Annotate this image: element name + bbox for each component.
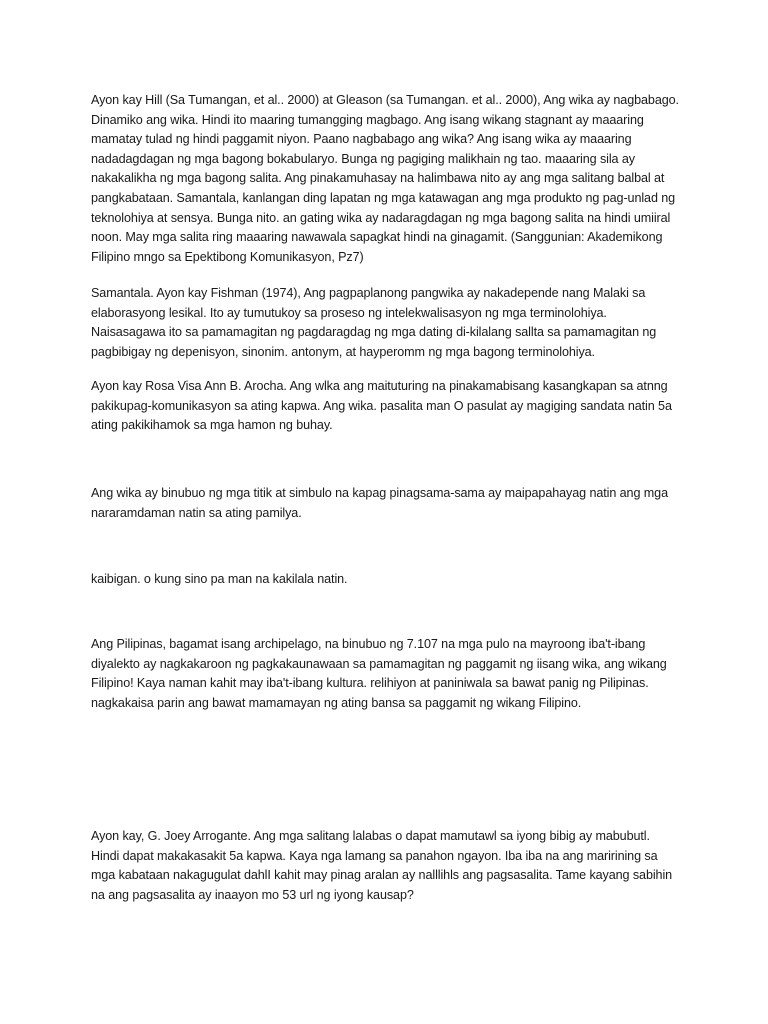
text-line: Ayon kay, G. Joey Arrogante. Ang mga salitang lalabas o dapat mamutawl sa iyong bibig ay mabubutl. — [91, 829, 650, 843]
text-line: Filipino! Kaya naman kahit may iba't-ibang kultura. relihiyon at paniniwala sa bawat panig ng Pilipinas. — [91, 676, 649, 691]
text-line: mga kabataan nakagugulat dahlI kahit may pinag aralan ay nalllihls ang pagsasalita. Tame kayang sabihin — [91, 868, 673, 883]
text-line: Ang wika ay binubuo ng mga titik at simbulo na kapag pinagsama-sama ay maipapahayag natin ang mga — [91, 486, 668, 500]
text-line: nadadagdagan ng mga bagong bokabularyo. Bunga ng pagiging malikhain ng tao. maaaring sila ay — [91, 151, 635, 166]
paragraph-arocha — [91, 377, 691, 436]
text-line: nakakalikha ng mga bagong salita. Ang pinakamuhasay na halimbawa nito ay ang mga salitang balbal at — [91, 171, 665, 186]
text-line: pangkabataan. Samantala, kanlangan ding lapatan ng mga katawagan ang mga produkto ng pag-unlad ng — [91, 190, 676, 205]
text-line: na ang pagsasalita ay inaayon mo 53 url ng iyong kausap? — [91, 887, 414, 902]
text-line: Ayon kay Rosa Visa Ann B. Arocha. Ang wlka ang maituturing na pinakamabisang kasangkapan sa atnng — [91, 379, 668, 393]
text-line: Naisasagawa ito sa pamamagitan ng pagdaragdag ng mga dating di-kilalang sallta sa pamamagitan ng — [91, 325, 657, 340]
text-line: elaborasyong lesikal. Ito ay tumutukoy sa proseso ng intelekwalisasyon ng mga terminolohiya. — [91, 305, 607, 320]
paragraph-hill-gleason — [91, 91, 691, 267]
text-line: Ayon kay Hill (Sa Tumangan, et al.. 2000) at Gleason (sa Tumangan. et al.. 2000), Ang wika ay nagbabago. — [91, 93, 679, 107]
paragraph-arrogante — [91, 827, 691, 905]
text-line: Hindi dapat makakasakit 5a kapwa. Kaya nga lamang sa panahon ngayon. Iba iba na ang maririning sa — [91, 848, 658, 863]
text-line: Ang Pilipinas, bagamat isang archipelago, na binubuo ng 7.107 na mga pulo na mayroong iba't-ibang — [91, 637, 646, 651]
text-line: nagkakaisa parin ang bawat mamamayan ng ating bansa sa paggamit ng wikang Filipino. — [91, 695, 582, 710]
text-line: Samantala. Ayon kay Fishman (1974), Ang pagpaplanong pangwika ay nakadepende nang Malaki sa — [91, 286, 646, 300]
text-line: pagbibigay ng depenisyon, sinonim. antonym, at hayperomm ng mga bagong terminolohiya. — [91, 344, 595, 359]
text-line: Dinamiko ang wika. Hindi ito maaring tumangging magbago. Ang isang wikang stagnant ay maaaring — [91, 112, 644, 127]
text-line: mamatay tulad ng hindi paggamit niyon. Paano nagbabago ang wika? Ang isang wika ay maaaring — [91, 132, 632, 147]
text-line: noon. May mga salita ring maaaring nawawala sapagkat hindi na ginagamit. (Sanggunian: Akademikong — [91, 230, 663, 245]
text-line: diyalekto ay nagkakaroon ng pagkakaunawaan sa pamamagitan ng paggamit ng iisang wika, ang wikang — [91, 656, 667, 671]
paragraph-fishman — [91, 284, 691, 362]
text-line: Filipino mngo sa Epektibong Komunikasyon, Pz7) — [91, 249, 364, 264]
paragraph-binubuo — [91, 484, 691, 523]
paragraph-kaibigan — [91, 570, 691, 590]
text-line: pakikupag-komunikasyon sa ating kapwa. Ang wika. pasalita man O pasulat ay magiging sandata natin 5a — [91, 398, 672, 413]
text-line: kaibigan. o kung sino pa man na kakilala natin. — [91, 572, 348, 586]
paragraph-pilipinas — [91, 635, 691, 713]
text-line: teknolohiya at sensya. Bunga nito. an gating wika ay nadaragdagan ng mga bagong salita na hindi umiiral — [91, 210, 671, 225]
text-line: ating pakikihamok sa mga hamon ng buhay. — [91, 418, 333, 433]
text-line: nararamdaman natin sa ating pamilya. — [91, 505, 302, 520]
